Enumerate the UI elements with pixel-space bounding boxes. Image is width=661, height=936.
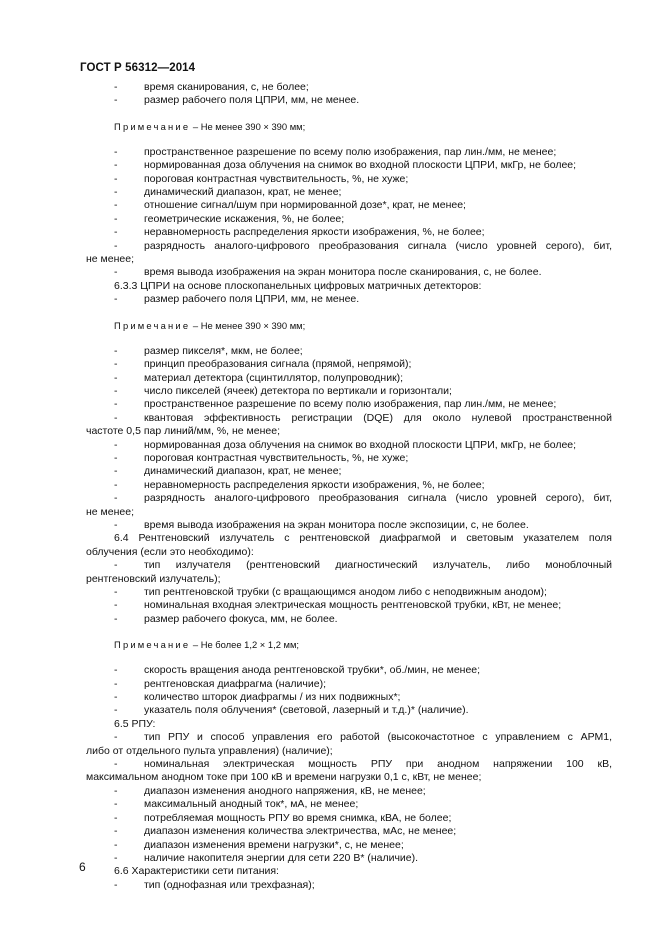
list-item-text: размер пикселя*, мкм, не более; xyxy=(144,344,303,357)
list-dash: - xyxy=(114,371,118,384)
list-item-continuation: максимальном анодном токе при 100 кВ и времени нагрузки 0,1 с, кВт, не менее; xyxy=(86,771,482,784)
list-dash: - xyxy=(114,344,118,357)
list-item-text: время вывода изображения на экран монитора после экспозиции, с, не более. xyxy=(144,518,529,531)
note-label: Примечание xyxy=(114,319,191,331)
list-item-continuation: не менее; xyxy=(86,253,135,266)
list-item-text: диапазон изменения анодного напряжения, кВ, не менее; xyxy=(144,784,426,797)
list-item xyxy=(86,825,612,838)
list-dash: - xyxy=(114,358,118,371)
section-heading: 6.5 РПУ: xyxy=(114,717,156,730)
list-item xyxy=(86,266,612,279)
list-dash: - xyxy=(114,784,118,797)
list-dash: - xyxy=(114,266,118,279)
note-text: – Не более 1,2 × 1,2 мм; xyxy=(190,639,300,651)
list-item-text: рентгеновская диафрагма (наличие); xyxy=(144,677,327,690)
list-item xyxy=(86,879,612,892)
page-body xyxy=(86,81,612,892)
list-dash: - xyxy=(114,612,118,625)
list-item-text: пространственное разрешение по всему полю изображения, пар лин./мм, не менее; xyxy=(144,145,557,158)
list-dash: - xyxy=(114,384,118,397)
list-item-text: скорость вращения анода рентгеновской трубки*, об./мин, не менее; xyxy=(144,664,481,677)
list-item-text: неравномерность распределения яркости изображения, %, не более; xyxy=(144,226,485,239)
list-item xyxy=(86,173,612,186)
list-item xyxy=(86,704,612,717)
list-item xyxy=(86,213,612,226)
list-item-text: номинальная электрическая мощность РПУ при анодном напряжении 100 кВ, xyxy=(144,758,612,771)
list-dash: - xyxy=(114,704,118,717)
list-item-text: отношение сигнал/шум при нормированной дозе*, крат, не менее; xyxy=(144,199,466,212)
list-dash: - xyxy=(114,212,118,225)
list-item xyxy=(86,599,612,612)
page-number: 6 xyxy=(79,860,86,874)
list-item-text: принцип преобразования сигнала (прямой, непрямой); xyxy=(144,358,412,371)
list-item xyxy=(86,94,612,107)
section-heading-continuation: облучения (если это необходимо): xyxy=(86,545,254,558)
list-item xyxy=(86,492,612,505)
list-item xyxy=(86,452,612,465)
list-dash: - xyxy=(114,451,118,464)
list-item-text: максимальный анодный ток*, мА, не менее; xyxy=(144,798,359,811)
list-item-text: число пикселей (ячеек) детектора по вертикали и горизонтали; xyxy=(144,384,452,397)
list-dash: - xyxy=(114,159,118,172)
list-dash: - xyxy=(114,398,118,411)
list-item-text: диапазон изменения времени нагрузки*, с, не менее; xyxy=(144,838,404,851)
list-dash: - xyxy=(114,293,118,306)
list-item-text: динамический диапазон, крат, не менее; xyxy=(144,186,342,199)
list-item xyxy=(86,785,612,798)
list-item-text: квантовая эффективность регистрации (DQE) для около нулевой пространственной xyxy=(144,411,612,424)
list-item xyxy=(86,186,612,199)
list-item xyxy=(86,559,612,572)
list-item-continuation: либо от отдельного пульта управления) (наличие); xyxy=(86,744,333,757)
list-item-text: указатель поля облучения* (световой, лазерный и т.д.)* (наличие). xyxy=(144,704,469,717)
note xyxy=(86,639,612,651)
list-item xyxy=(86,81,612,94)
list-item xyxy=(86,226,612,239)
list-item-text: неравномерность распределения яркости изображения, %, не более; xyxy=(144,478,485,491)
list-item-text: потребляемая мощность РПУ во время снимка, кВА, не более; xyxy=(144,811,452,824)
list-item-text: пространственное разрешение по всему полю изображения, пар лин./мм, не менее; xyxy=(144,398,557,411)
list-dash: - xyxy=(114,94,118,107)
list-dash: - xyxy=(114,226,118,239)
list-item xyxy=(86,479,612,492)
list-item-text: нормированная доза облучения на снимок во входной плоскости ЦПРИ, мкГр, не более; xyxy=(144,438,577,451)
list-item-text: геометрические искажения, %, не более; xyxy=(144,212,345,225)
section-heading: 6.4 Рентгеновский излучатель с рентгеновской диафрагмой и световым указателем поля xyxy=(114,532,612,545)
list-item xyxy=(86,398,612,411)
list-item xyxy=(86,345,612,358)
list-item xyxy=(86,465,612,478)
list-dash: - xyxy=(114,518,118,531)
list-dash: - xyxy=(114,599,118,612)
list-item xyxy=(86,146,612,159)
list-dash: - xyxy=(114,811,118,824)
list-item xyxy=(86,358,612,371)
list-item xyxy=(86,412,612,425)
list-dash: - xyxy=(114,465,118,478)
document-header: ГОСТ Р 56312—2014 xyxy=(80,62,196,74)
list-dash: - xyxy=(114,677,118,690)
list-item xyxy=(86,839,612,852)
list-item xyxy=(86,586,612,599)
note xyxy=(86,320,612,332)
section-heading: 6.3.3 ЦПРИ на основе плоскопанельных цифровых матричных детекторов: xyxy=(114,279,482,292)
list-item-text: разрядность аналого-цифрового преобразования сигнала (число уровней серого), бит, xyxy=(144,492,612,505)
list-item-text: размер рабочего поля ЦПРИ, мм, не менее. xyxy=(144,94,360,107)
list-item-text: время сканирования, с, не более; xyxy=(144,81,309,93)
list-dash: - xyxy=(114,145,118,158)
list-item-text: нормированная доза облучения на снимок во входной плоскости ЦПРИ, мкГр, не более; xyxy=(144,159,577,172)
list-dash: - xyxy=(114,438,118,451)
list-dash: - xyxy=(114,586,118,598)
list-item xyxy=(86,758,612,771)
list-item xyxy=(86,678,612,691)
list-item xyxy=(86,691,612,704)
list-item-text: наличие накопителя энергии для сети 220 В* (наличие). xyxy=(144,851,419,864)
list-item xyxy=(86,293,612,306)
section-heading: 6.6 Характеристики сети питания: xyxy=(114,865,279,878)
note-text: – Не менее 390 × 390 мм; xyxy=(190,319,306,331)
list-item-text: количество шторок диафрагмы / из них подвижных*; xyxy=(144,691,401,704)
list-item xyxy=(86,199,612,212)
list-dash: - xyxy=(114,186,118,199)
list-dash: - xyxy=(114,411,118,424)
list-item xyxy=(86,385,612,398)
list-dash: - xyxy=(114,492,118,505)
list-item-text: номинальная входная электрическая мощность рентгеновской трубки, кВт, не менее; xyxy=(144,599,562,612)
list-item-text: разрядность аналого-цифрового преобразования сигнала (число уровней серого), бит, xyxy=(144,239,612,252)
list-dash: - xyxy=(114,199,118,212)
list-dash: - xyxy=(114,798,118,811)
list-dash: - xyxy=(114,878,118,891)
list-item xyxy=(86,731,612,744)
list-item xyxy=(86,519,612,532)
list-item-text: тип РПУ и способ управления его работой (высокочастотное с управлением с АРМ1, xyxy=(144,731,612,744)
list-item xyxy=(86,812,612,825)
list-dash: - xyxy=(114,239,118,252)
list-dash: - xyxy=(114,731,118,744)
list-item-text: материал детектора (сцинтиллятор, полупроводник); xyxy=(144,371,404,384)
list-dash: - xyxy=(114,478,118,491)
list-item-text: тип излучателя (рентгеновский диагностический излучатель, либо моноблочный xyxy=(144,559,612,572)
list-item xyxy=(86,664,612,677)
list-item-continuation: рентгеновский излучатель); xyxy=(86,572,221,585)
list-item-text: время вывода изображения на экран монитора после сканирования, с, не более. xyxy=(144,266,542,279)
list-dash: - xyxy=(114,758,118,771)
list-item-text: динамический диапазон, крат, не менее; xyxy=(144,465,342,478)
list-item-continuation: частоте 0,5 пар линий/мм, %, не менее; xyxy=(86,425,280,438)
list-item-text: пороговая контрастная чувствительность, %, не хуже; xyxy=(144,172,409,185)
list-dash: - xyxy=(114,691,118,704)
list-item xyxy=(86,852,612,865)
list-item xyxy=(86,240,612,253)
list-item xyxy=(86,798,612,811)
list-dash: - xyxy=(114,851,118,864)
list-dash: - xyxy=(114,559,118,572)
list-item-continuation: не менее; xyxy=(86,505,135,518)
list-item xyxy=(86,439,612,452)
list-item-text: размер рабочего поля ЦПРИ, мм, не менее. xyxy=(144,293,360,306)
list-dash: - xyxy=(114,81,118,93)
list-item xyxy=(86,372,612,385)
list-item xyxy=(86,159,612,172)
list-dash: - xyxy=(114,172,118,185)
note-label: Примечание xyxy=(114,120,191,132)
list-dash: - xyxy=(114,838,118,851)
list-item xyxy=(86,613,612,626)
list-item-text: размер рабочего фокуса, мм, не более. xyxy=(144,612,338,625)
list-item-text: диапазон изменения количества электричества, мАс, не менее; xyxy=(144,825,457,838)
note-text: – Не менее 390 × 390 мм; xyxy=(190,120,306,132)
list-item-text: тип (однофазная или трехфазная); xyxy=(144,878,315,891)
list-item-text: тип рентгеновской трубки (с вращающимся анодом либо с неподвижным анодом); xyxy=(144,586,547,598)
list-dash: - xyxy=(114,664,118,677)
note-label: Примечание xyxy=(114,639,191,651)
list-dash: - xyxy=(114,825,118,838)
note xyxy=(86,121,612,133)
list-item-text: пороговая контрастная чувствительность, %, не хуже; xyxy=(144,451,409,464)
